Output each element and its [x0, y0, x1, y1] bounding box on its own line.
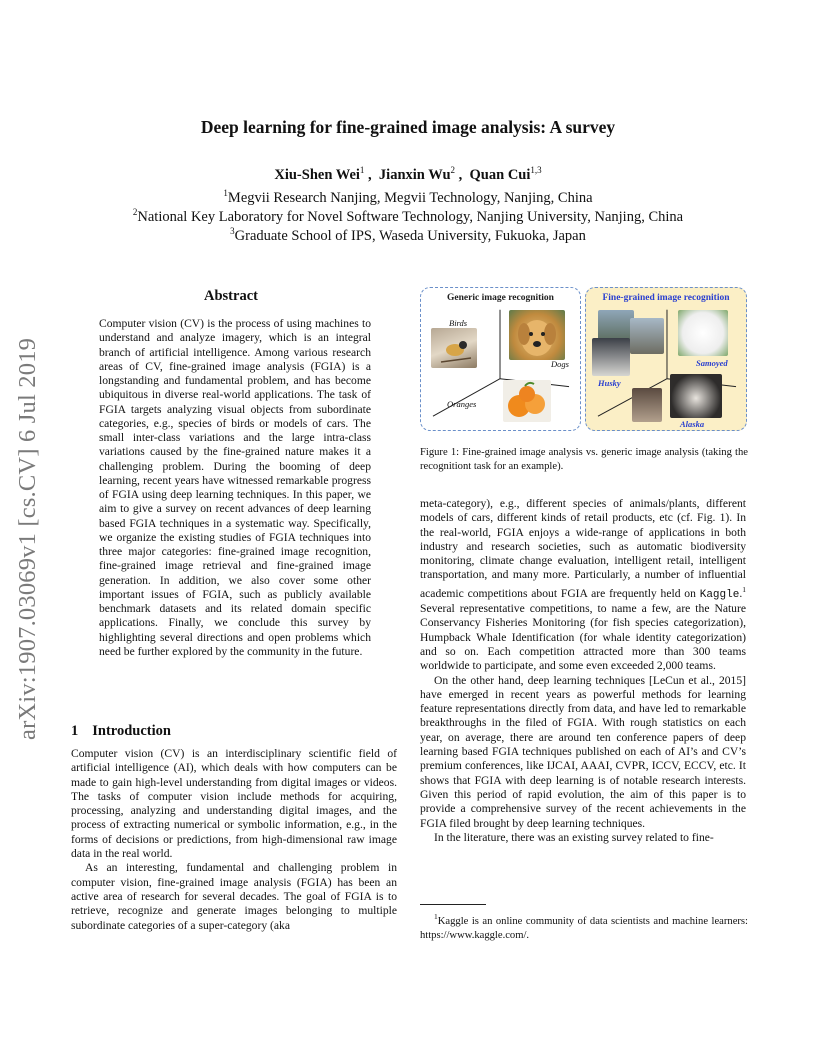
abstract-heading: Abstract: [204, 288, 258, 304]
paragraph: On the other hand, deep learning techniques [LeCun et al., 2015] have emerged in recent years as powerful methods for learning feature representations directly from data, and have led to remarkable breakthroughs in the filed of FGIA. With rough statistics on each year, on average, there are around ten conference papers of deep learning based FGIA techniques published on each of AI’s and CV’s premium conferences, like IJCAI, AAAI, CVPR, ICCV, ECCV, etc. It shows that FGIA with deep learning is of notable research interests. Given this period of rapid evolution, the aim of this paper is to provide a comprehensive survey of the recent achievements in the FGIA filed brought by deep learning techniques.: [420, 673, 746, 830]
paragraph: In the literature, there was an existing survey related to fine-: [434, 830, 714, 844]
footnote: [420, 910, 748, 942]
affiliation-mark: 2: [132, 207, 138, 217]
husky-image: [592, 338, 630, 376]
bird-shape: [431, 328, 477, 368]
affiliation: [0, 207, 816, 226]
label-alaska: Alaska: [680, 419, 705, 429]
intro-left-column: [71, 747, 397, 933]
affiliation-mark: 1: [223, 188, 228, 198]
footnote-divider: [420, 904, 486, 905]
paragraph: Computer vision (CV) is an interdisciplinary scientific field of artificial intelligence (AI), which deals with how computers can be made to gain high-level understanding from digital images or videos. The tasks of computer vision include methods for acquiring, processing, analyzing and understanding digital images, and the process of extracting numerical or symbolic information, e.g., in the forms of decisions or predictions, from high-dimensional raw image data in the real world.: [71, 747, 397, 861]
generic-recognition-panel: [420, 287, 581, 431]
kaggle-name: Kaggle: [699, 588, 740, 601]
label-dogs: Dogs: [551, 359, 569, 369]
samoyed-image: [678, 310, 728, 356]
author-list: Xiu-Shen Wei$^1$ , Jianxin Wu$^2$ , Quan Cui$^{1,3}$: [274, 165, 542, 183]
alaska-image: [670, 374, 722, 418]
affiliation-text: Megvii Research Nanjing, Megvii Technology, Nanjing, China: [227, 190, 593, 206]
author-affiliation-mark: 1: [359, 165, 365, 175]
dog-shape: [509, 310, 565, 360]
figure-caption: Figure 1: Fine-grained image analysis vs. generic image analysis (taking the recognitiont task for an example).: [420, 447, 748, 472]
author-name: Xiu-Shen Wei: [274, 167, 360, 183]
affiliation-mark: 3: [230, 226, 235, 236]
label-birds: Birds: [449, 318, 468, 328]
alaska-image: [632, 388, 662, 422]
label-husky: Husky: [598, 378, 621, 388]
label-samoyed: Samoyed: [696, 358, 728, 368]
author-name: Jianxin Wu: [378, 167, 451, 183]
affiliation-text: National Key Laboratory for Novel Software Technology, Nanjing University, Nanjing, China: [137, 209, 684, 225]
section-title: Introduction: [92, 723, 171, 739]
footnote-marker: 1: [742, 584, 746, 594]
panel-title: Generic image recognition: [447, 293, 554, 303]
section-heading: [71, 723, 171, 740]
husky-image: [630, 318, 664, 354]
oranges-shape: [503, 380, 551, 422]
affiliation: [0, 188, 816, 207]
arxiv-identifier: arXiv:1907.03069v1 [cs.CV] 6 Jul 2019: [14, 337, 41, 740]
abstract-text: Computer vision (CV) is the process of using machines to understand and analyze imagery, which is an integral branch of artificial intelligence. Among various research areas of CV, fine-grained image analysis (FGIA) is a longstanding and fundamental problem, and has become ubiquitous in diverse real-world applications. The task of FGIA targets analyzing visual objects from subordinate categories, e.g., species of birds or models of cars. The small inter-class variations and the large intra-class variations caused by the fine-grained nature makes it a challenging problem. During the booming of deep learning, recent years have witnessed remarkable progress of FGIA using deep learning techniques. In this paper, we aim to give a survey on recent advances of deep learning based FGIA techniques in a systematic way. Specifically, we organize the existing studies of FGIA techniques into three major categories: fine-grained image recognition, fine-grained image retrieval and fine-grained image generation. In addition, we also cover some other important issues of FGIA, such as publicly available benchmark datasets and its related domain specific applications. Finally, we conclude this survey by highlighting several directions and open problems which need be further explored by the community in the future.: [99, 317, 371, 658]
author-name: Quan Cui: [469, 167, 531, 183]
section-number: 1: [71, 723, 79, 739]
paragraph: meta-category), e.g., different species of animals/plants, different models of cars, different kinds of retail products, etc (cf. Fig. 1). In the real-world, FGIA enjoys a wide-range of applications in both industry and research societies, such as automatic biodiversity monitoring, climate change evaluation, intelligent retail, intelligent transportation, and many more. Particularly, a number of influential academic competitions about FGIA are frequently held on Kaggle.$^1$ Several representative competitions, to name a few, are the Nature Conservancy Fisheries Monitoring (for fish species categorization), Humpback Whale Identification (for whale identity categorization) and so on. Each competition attracted more than 300 teams worldwide to participate, and some even exceeded 2,000 teams.: [420, 497, 746, 673]
paragraph-text: Several representative competitions, to name a few, are the Nature Conservancy Fisheries Monitoring (for fish species categorization), Humpback Whale Identification (for whale identity categorization) and so on. Each competition attracted more than 300 teams worldwide to participate, and some even exceeded 2,000 teams.: [420, 602, 746, 673]
intro-right-column: [420, 497, 746, 845]
footnote-text: Kaggle is an online community of data scientists and machine learners: https://www.kaggle.com/.: [420, 916, 748, 941]
author-affiliation-mark: 2: [450, 165, 456, 175]
affiliation-text: Graduate School of IPS, Waseda University, Fukuoka, Japan: [234, 228, 586, 244]
footnote-mark: 1: [434, 912, 438, 921]
fine-grained-recognition-panel: [585, 287, 747, 431]
paragraph: As an interesting, fundamental and challenging problem in computer vision, fine-grained image analysis (FGIA) has been an active area of research for several decades. The goal of FGIA is to retrieve, recognize and generate images belonging to multiple subordinate categories of a super-category (aka: [71, 861, 397, 932]
author-affiliation-mark: 1,3: [530, 165, 542, 175]
affiliation: [0, 226, 816, 245]
label-oranges: Oranges: [447, 399, 477, 409]
dog-image: [509, 310, 565, 360]
paragraph-text: meta-category), e.g., different species of animals/plants, different models of cars, different kinds of retail products, etc (cf. Fig. 1). In the real-world, FGIA enjoys a wide-range of applications in both industry and research societies, such as automatic biodiversity monitoring, climate change evaluation, intelligent retail, intelligent transportation, and many more. Particularly, a number of influential academic competitions about FGIA are frequently held on: [420, 497, 746, 600]
oranges-image: [503, 380, 551, 422]
bird-image: [431, 328, 477, 368]
figure-1: [420, 287, 750, 433]
paper-title: Deep learning for fine-grained image analysis: A survey: [200, 117, 616, 137]
husky-image: [598, 310, 634, 340]
panel-title: Fine-grained image recognition: [602, 293, 730, 303]
